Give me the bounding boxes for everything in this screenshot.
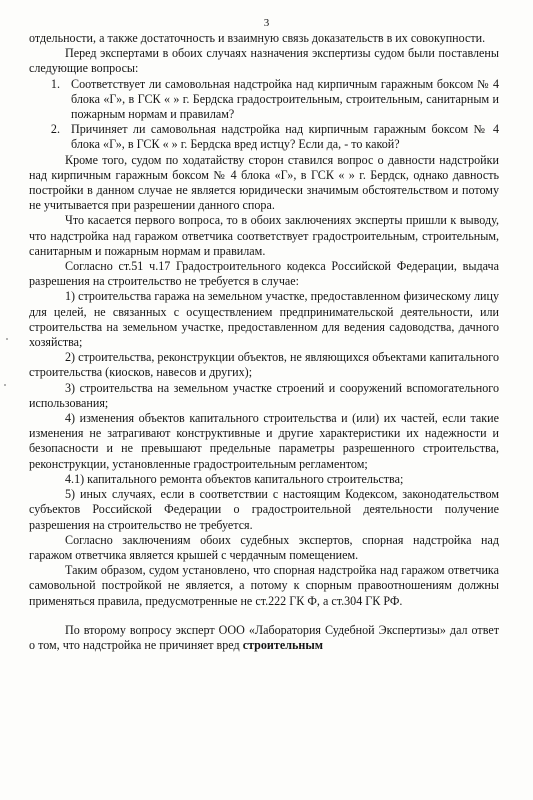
- list-paragraph: 2) строительства, реконструкции объектов, не являющихся объектами капитального строительства (киосков, навесов и других);: [29, 350, 499, 380]
- question-item: 2. Причиняет ли самовольная надстройка над кирпичным гаражным боксом № 4 блока «Г», в ГСК « » г. Бердска вред истцу? Если да, - то какой?: [63, 122, 499, 152]
- paragraph: Кроме того, судом по ходатайству сторон ставился вопрос о давности надстройки над кирпичным гаражным боксом № 4 блока «Г», в ГСК « » г. Бердск, однако давность постройки в данном случае не является юридически значимым обстоятельством и потому не учитывается при разрешении данного спора.: [29, 152, 499, 213]
- paragraph: Согласно ст.51 ч.17 Градостроительного кодекса Российской Федерации, выдача разрешения на строительство не требуется в случае:: [29, 259, 499, 289]
- document-body: [29, 31, 499, 653]
- question-item: 1. Соответствует ли самовольная надстройка над кирпичным гаражным боксом № 4 блока «Г», в ГСК « » г. Бердска градостроительным, строительным, санитарным и пожарным нормам и правилам?: [63, 77, 499, 123]
- scan-speck: [4, 384, 6, 386]
- paragraph: Что касается первого вопроса, то в обоих заключениях эксперты пришли к выводу, что надстройка над гаражом ответчика соответствует градостроительным, строительным, санитарным и пожарным нормам и правилам.: [29, 213, 499, 258]
- paragraph: [29, 623, 499, 653]
- paragraph: отдельности, а также достаточность и взаимную связь доказательств в их совокупности.: [29, 31, 486, 45]
- question-list: [29, 77, 499, 153]
- list-paragraph: 4.1) капитального ремонта объектов капитального строительства;: [65, 471, 404, 486]
- bold-text: строительным: [242, 637, 324, 652]
- list-paragraph: 5) иных случаях, если в соответствии с настоящим Кодексом, законодательством субъектов Российской Федерации о градостроительной деятельности получение разрешения на строительство не требуется.: [29, 487, 499, 532]
- paragraph: Таким образом, судом установлено, что спорная надстройка над гаражом ответчика самовольной постройкой не является, а потому к спорным правоотношениям должны применяться правила, предусмотренные не ст.222 ГК Ф, а ст.304 ГК РФ.: [29, 563, 499, 608]
- list-paragraph: 1) строительства гаража на земельном участке, предоставленном физическому лицу для целей, не связанных с осуществлением предпринимательской деятельности, или строительства на земельном участке, предоставленном для ведения садоводства, дачного хозяйства;: [29, 289, 499, 350]
- paragraph: Перед экспертами в обоих случаях назначения экспертизы судом были поставлены следующие вопросы:: [29, 46, 499, 76]
- scan-speck: [6, 338, 8, 340]
- paragraph-text: По второму вопросу эксперт ООО «Лаборатория Судебной Экспертизы» дал ответ о том, что надстройка не причиняет вред: [29, 622, 499, 652]
- list-paragraph: 4) изменения объектов капитального строительства и (или) их частей, если такие изменения не затрагивают конструктивные и другие характеристики их надежности и безопасности и не превышают предельные параметры разрешенного строительства, реконструкции, установленные градостроительным регламентом;: [29, 411, 499, 471]
- page-number: 3: [263, 17, 270, 29]
- paragraph: Согласно заключениям обоих судебных экспертов, спорная надстройка над гаражом ответчика является крышей с чердачным помещением.: [29, 532, 499, 562]
- list-paragraph: 3) строительства на земельном участке строений и сооружений вспомогательного использования;: [29, 380, 499, 410]
